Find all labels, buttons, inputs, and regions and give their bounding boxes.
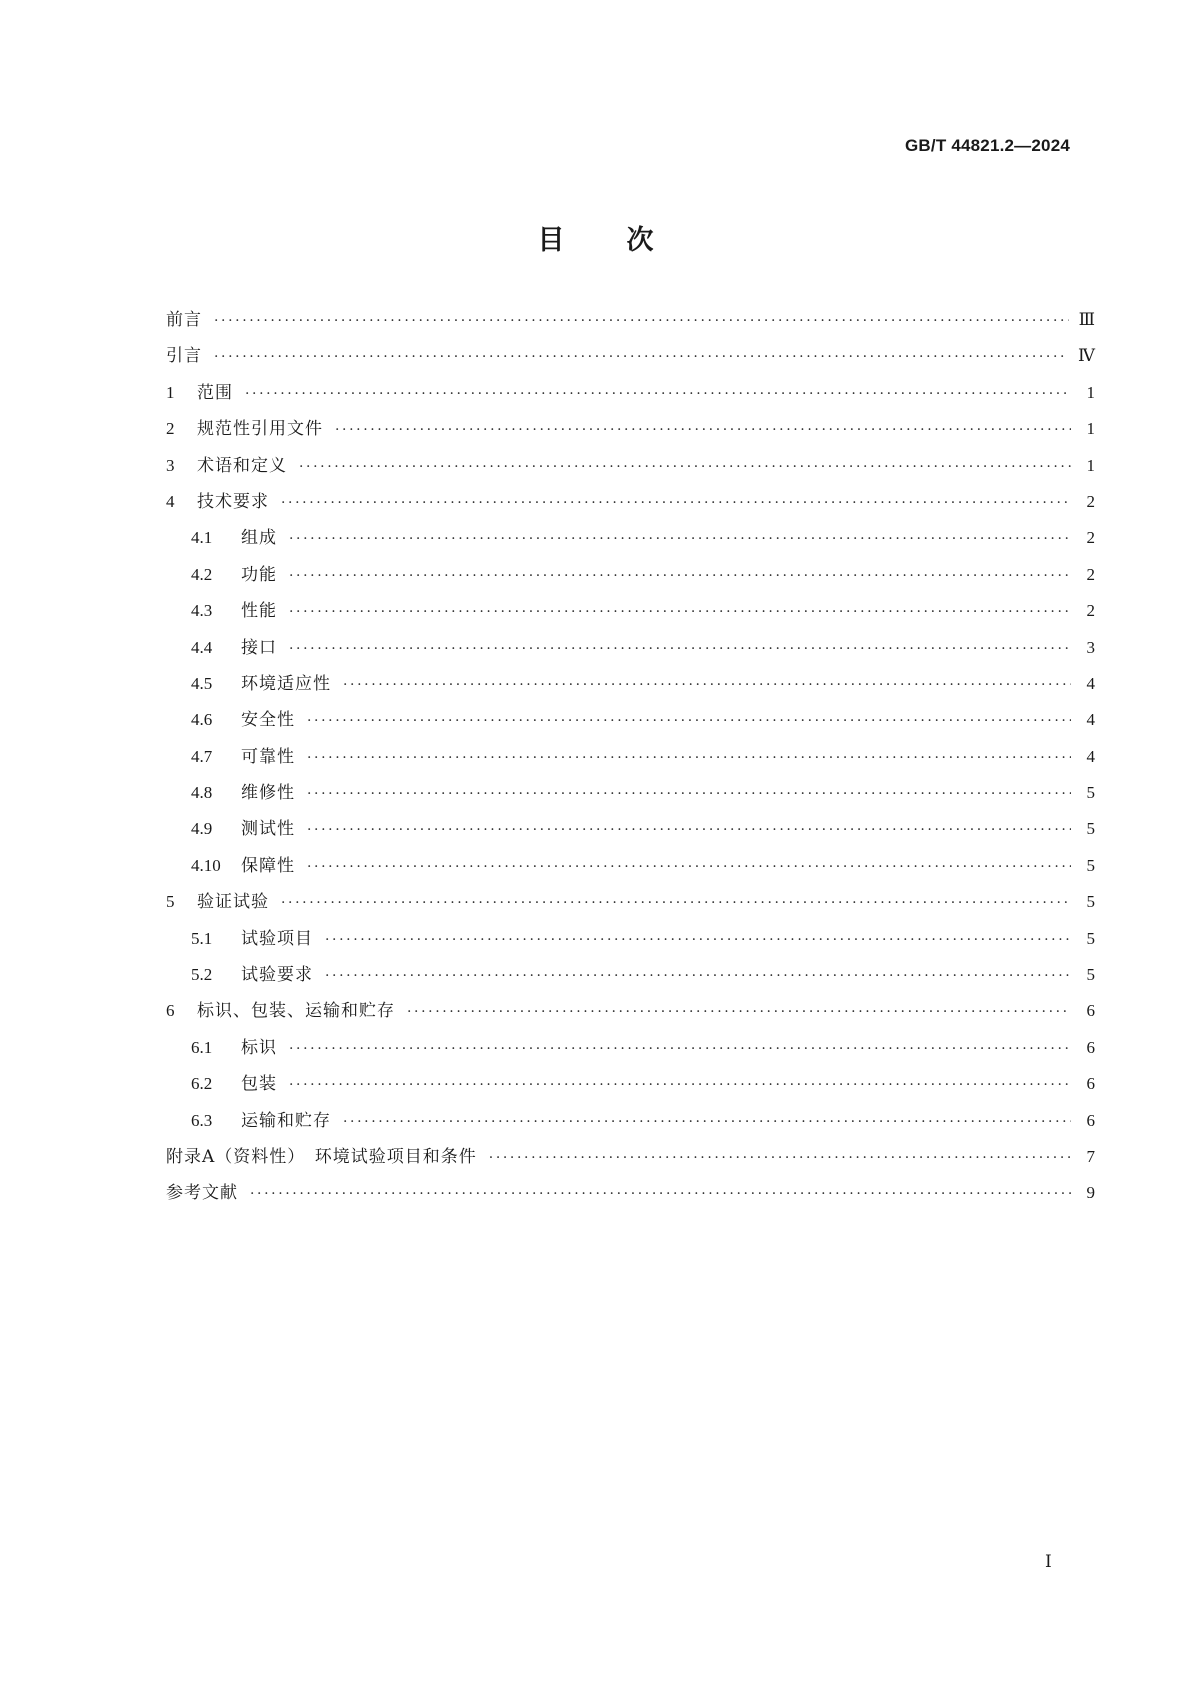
toc-dot-leader	[325, 922, 1071, 958]
toc-entry[interactable]	[166, 957, 1095, 993]
toc-entry-page: 1	[1086, 419, 1095, 439]
toc-entry-page: 5	[1086, 965, 1095, 985]
toc-entry-page: 3	[1086, 637, 1095, 657]
toc-entry[interactable]	[166, 411, 1095, 447]
toc-entry-number: 6.1	[191, 1037, 213, 1057]
page-number: Ⅰ	[1045, 1552, 1052, 1571]
toc-entry-title: 验证试验	[197, 892, 269, 913]
toc-entry-number: 4.5	[191, 673, 213, 693]
toc-entry-page: Ⅳ	[1078, 346, 1095, 366]
toc-entry-title: 运输和贮存	[241, 1110, 331, 1131]
toc-title-char-1: 目	[537, 225, 565, 257]
toc-entry-number: 4.1	[191, 528, 213, 548]
toc-dot-leader	[289, 521, 1071, 557]
toc-entry-page: 5	[1086, 928, 1095, 948]
toc-entry-title: 术语和定义	[197, 455, 287, 476]
toc-entry-title: 保障性	[241, 855, 295, 876]
toc-entry-page: 4	[1086, 746, 1095, 766]
toc-entry-page: Ⅲ	[1078, 310, 1095, 329]
toc-entry[interactable]	[166, 848, 1095, 884]
toc-dot-leader	[245, 376, 1071, 412]
toc-entry-title: 安全性	[241, 710, 295, 731]
toc-dot-leader	[307, 849, 1071, 885]
toc-entry[interactable]	[166, 630, 1095, 666]
toc-entry-page: 2	[1086, 564, 1095, 584]
toc-entry-number: 4	[166, 491, 175, 511]
toc-entry-title: 规范性引用文件	[197, 419, 323, 440]
toc-entry-title: 维修性	[241, 783, 295, 804]
toc-entry-number: 4.10	[191, 855, 221, 875]
toc-dot-leader	[407, 994, 1071, 1030]
toc-dot-leader	[289, 1031, 1071, 1067]
toc-entry-title: 性能	[241, 601, 277, 622]
toc-entry-number: 6.2	[191, 1074, 213, 1094]
toc-entry[interactable]	[166, 1066, 1095, 1102]
toc-entry-title: 引言	[166, 346, 202, 367]
standard-code: GB/T 44821.2—2024	[905, 136, 1070, 155]
toc-entry-number: 5.1	[191, 928, 213, 948]
toc-entry[interactable]	[166, 884, 1095, 920]
toc-entry-title: 环境适应性	[241, 673, 331, 694]
toc-title	[0, 218, 1191, 257]
toc-entry-number: 4.9	[191, 819, 213, 839]
toc-entry-title: 包装	[241, 1074, 277, 1095]
toc-dot-leader	[281, 885, 1071, 921]
toc-entry[interactable]	[166, 338, 1095, 374]
toc-dot-leader	[289, 631, 1071, 667]
toc-entry[interactable]	[166, 739, 1095, 775]
toc-entry[interactable]	[166, 557, 1095, 593]
toc-entry[interactable]	[166, 1030, 1095, 1066]
toc-dot-leader	[307, 812, 1071, 848]
toc-entry[interactable]	[166, 302, 1095, 338]
toc-entry[interactable]	[166, 1103, 1095, 1139]
toc-entry-title: 接口	[241, 637, 277, 658]
toc-entry-title: 可靠性	[241, 746, 295, 767]
toc-entry-number: 4.3	[191, 601, 213, 621]
toc-entry-title: 标识、包装、运输和贮存	[197, 1001, 395, 1022]
toc-entry[interactable]	[166, 1139, 1095, 1175]
toc-entry-page: 4	[1086, 673, 1095, 693]
toc-entry-title: 试验项目	[241, 928, 313, 949]
toc-entry-number: 3	[166, 455, 175, 475]
toc-entry-page: 2	[1086, 528, 1095, 548]
toc-entry[interactable]	[166, 375, 1095, 411]
toc-entry-number: 6.3	[191, 1110, 213, 1130]
toc-dot-leader	[307, 740, 1071, 776]
toc-entry[interactable]	[166, 484, 1095, 520]
toc-entry-number: 5	[166, 892, 175, 912]
toc-dot-leader	[289, 558, 1071, 594]
toc-dot-leader	[307, 703, 1071, 739]
toc-dot-leader	[343, 1104, 1071, 1140]
toc-entry[interactable]	[166, 702, 1095, 738]
toc-entry-title: 标识	[241, 1037, 277, 1058]
toc-list	[166, 302, 1095, 1212]
toc-entry[interactable]	[166, 448, 1095, 484]
toc-entry-page: 5	[1086, 855, 1095, 875]
toc-entry-number: 1	[166, 382, 175, 402]
toc-title-char-2: 次	[626, 225, 654, 257]
toc-entry-page: 5	[1086, 892, 1095, 912]
toc-entry-number: 4.2	[191, 564, 213, 584]
toc-entry-page: 1	[1086, 382, 1095, 402]
toc-dot-leader	[250, 1176, 1071, 1212]
toc-dot-leader	[299, 449, 1071, 485]
toc-entry-page: 2	[1086, 491, 1095, 511]
toc-entry-page: 5	[1086, 819, 1095, 839]
toc-dot-leader	[343, 667, 1071, 703]
toc-entry-number: 4.7	[191, 746, 213, 766]
toc-dot-leader	[325, 958, 1071, 994]
toc-entry-number: 4.6	[191, 710, 213, 730]
toc-entry[interactable]	[166, 593, 1095, 629]
toc-entry-title: 功能	[241, 564, 277, 585]
toc-dot-leader	[289, 1067, 1071, 1103]
toc-dot-leader	[214, 339, 1068, 375]
toc-entry[interactable]	[166, 811, 1095, 847]
toc-entry-title: 试验要求	[241, 965, 313, 986]
toc-entry-title: 技术要求	[197, 491, 269, 512]
toc-entry-number: 4.8	[191, 783, 213, 803]
toc-entry-title: 参考文献	[166, 1183, 238, 1204]
toc-entry-number: 5.2	[191, 965, 213, 985]
toc-entry-page: 6	[1086, 1001, 1095, 1021]
toc-entry-page: 9	[1086, 1183, 1095, 1203]
toc-entry[interactable]	[166, 993, 1095, 1029]
toc-entry-page: 2	[1086, 601, 1095, 621]
toc-entry-page: 7	[1086, 1146, 1095, 1166]
toc-entry-title: 组成	[241, 528, 277, 549]
toc-entry-page: 6	[1086, 1037, 1095, 1057]
toc-dot-leader	[307, 776, 1071, 812]
toc-dot-leader	[281, 485, 1071, 521]
toc-entry-number: 6	[166, 1001, 175, 1021]
toc-entry-page: 1	[1086, 455, 1095, 475]
toc-entry-page: 5	[1086, 783, 1095, 803]
toc-entry[interactable]	[166, 775, 1095, 811]
toc-entry[interactable]	[166, 921, 1095, 957]
toc-entry-title: 前言	[166, 310, 202, 330]
toc-dot-leader	[289, 594, 1071, 630]
toc-entry-number: 4.4	[191, 637, 213, 657]
toc-dot-leader	[335, 412, 1071, 448]
toc-entry-page: 6	[1086, 1110, 1095, 1130]
toc-entry-number: 2	[166, 419, 175, 439]
toc-entry-page: 4	[1086, 710, 1095, 730]
toc-entry-page: 6	[1086, 1074, 1095, 1094]
toc-entry-title: 范围	[197, 382, 233, 403]
toc-entry[interactable]	[166, 1175, 1095, 1211]
toc-dot-leader	[489, 1140, 1071, 1176]
toc-dot-leader	[214, 303, 1069, 339]
toc-entry[interactable]	[166, 520, 1095, 556]
toc-entry-title: 附录A（资料性） 环境试验项目和条件	[166, 1146, 477, 1167]
toc-entry-title: 测试性	[241, 819, 295, 840]
toc-entry[interactable]	[166, 666, 1095, 702]
